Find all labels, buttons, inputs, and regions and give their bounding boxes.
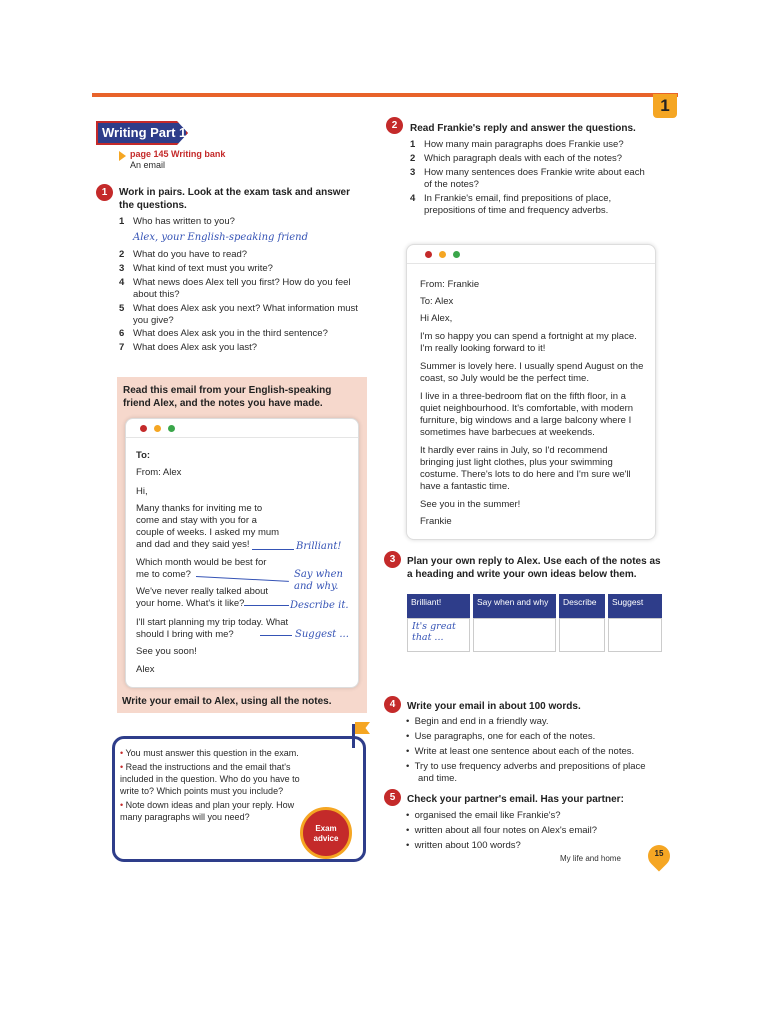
task-1-question: [119, 277, 364, 301]
exam-advice-points: [120, 747, 300, 823]
task-3-number: 3: [384, 551, 401, 568]
bullet-text: Write at least one sentence about each of the notes.: [414, 746, 635, 757]
plan-table-cell[interactable]: [473, 618, 556, 652]
plan-table: [404, 594, 665, 652]
task-5-bullets: [406, 810, 656, 852]
reference-arrow-icon: [119, 151, 126, 161]
advice-point: • You must answer this question in the exam.: [120, 748, 299, 758]
plan-table-wrap: [404, 594, 665, 652]
bullet-text: written about all four notes on Alex's email?: [414, 825, 598, 836]
plan-table-cell[interactable]: [407, 618, 470, 652]
note-connector-line: [244, 605, 289, 606]
task-5-heading: Check your partner's email. Has your partner:: [407, 794, 624, 805]
exam-advice-badge-label: Exam advice: [313, 824, 339, 843]
alex-email-greeting: Hi,: [136, 486, 148, 497]
plan-table-header: Say when and why: [473, 594, 556, 618]
task-4-bullets: [406, 716, 656, 785]
exam-advice-badge: [300, 807, 352, 859]
alex-email-closing: See you soon!: [136, 646, 197, 657]
question-number: 2: [119, 249, 125, 260]
advice-point: • Note down ideas and plan your reply. How many paragraphs will you need?: [120, 800, 295, 822]
question-number: 1: [410, 139, 416, 150]
advice-point: • Read the instructions and the email that's included in the question. Who do you have to write to? Which points must you include?: [120, 762, 300, 796]
question-number: 5: [119, 303, 125, 314]
question-number: 6: [119, 328, 125, 339]
plan-table-cell[interactable]: [559, 618, 605, 652]
task-1-question: [119, 263, 364, 275]
task-1-question: [119, 303, 364, 327]
bullet-text: Try to use frequency adverbs and prepositions of place and time.: [414, 761, 646, 784]
question-text: What news does Alex tell you first? How do you feel about this?: [133, 277, 351, 300]
plan-table-header: Suggest: [608, 594, 662, 618]
frankie-email-to: To: Alex: [420, 296, 454, 307]
frankie-email-from: From: Frankie: [420, 279, 480, 290]
plan-table-cell[interactable]: [608, 618, 662, 652]
task-4-number: 4: [384, 696, 401, 713]
handwritten-answer: Alex, your English-speaking friend: [133, 232, 309, 243]
frankie-email-greeting: Hi Alex,: [420, 313, 453, 324]
frankie-email-paragraph: Summer is lovely here. I usually spend August on the coast, so July would be the perfect time.: [420, 361, 644, 384]
footer-text-part: Write your email to Alex, using: [122, 696, 271, 707]
question-number: 3: [119, 263, 125, 274]
question-number: 4: [410, 193, 416, 204]
bullet-text: organised the email like Frankie's?: [414, 810, 561, 821]
footer-text-part: the notes.: [281, 696, 332, 707]
task-4-heading: Write your email in about 100 words.: [407, 701, 581, 712]
advice-point-text: You must answer this question in the exam.: [125, 748, 299, 758]
question-number: 2: [410, 153, 416, 164]
reference-page: page 145 Writing bank: [130, 149, 226, 159]
email-window-bar: [126, 419, 358, 438]
task-3-heading: Plan your own reply to Alex. Use each of the notes as a heading and write your own ideas below them.: [407, 556, 661, 580]
alex-email-from: From: Alex: [136, 467, 182, 478]
bullet-item: • organised the email like Frankie's?: [406, 810, 561, 821]
exam-task-footer: [122, 695, 362, 708]
question-number: 3: [410, 167, 416, 178]
window-close-dot-icon: [425, 251, 432, 258]
window-maximize-dot-icon: [168, 425, 175, 432]
note-connector-line: [260, 635, 292, 636]
footer-section-title: My life and home: [560, 854, 621, 863]
task-1-question: [119, 328, 364, 340]
reference-sub: An email: [130, 160, 166, 170]
task-2-number: 2: [386, 117, 403, 134]
advice-point-text: Read the instructions and the email that's included in the question. Who do you have to write to? Which points must you include?: [120, 762, 300, 796]
bullet-item: • written about all four notes on Alex's email?: [406, 825, 598, 836]
page-number: 15: [654, 849, 664, 858]
bullet-item: • Begin and end in a friendly way.: [406, 716, 549, 727]
footer-text-bold: all: [270, 696, 282, 707]
question-text: How many sentences does Frankie write about each of the notes?: [424, 167, 645, 190]
question-text: In Frankie's email, find prepositions of place, prepositions of time and frequency adverbs.: [424, 193, 612, 216]
header-rule: [92, 93, 678, 97]
task-5-number: 5: [384, 789, 401, 806]
question-text: What does Alex ask you in the third sentence?: [133, 328, 328, 339]
question-text: What does Alex ask you last?: [133, 342, 258, 353]
question-number: 4: [119, 277, 125, 288]
task-1-question: [119, 216, 364, 228]
question-text: Which paragraph deals with each of the notes?: [424, 153, 623, 164]
question-text: How many main paragraphs does Frankie use?: [424, 139, 624, 150]
alex-email-paragraph: Which month would be best for me to come?: [136, 557, 267, 580]
advice-point-text: Note down ideas and plan your reply. How many paragraphs will you need?: [120, 800, 295, 822]
flag-icon: [355, 722, 370, 734]
window-minimize-dot-icon: [154, 425, 161, 432]
task-2-question: [410, 153, 660, 165]
handwritten-note: Describe it.: [290, 600, 349, 611]
task-1-question: [119, 249, 364, 261]
question-number: 7: [119, 342, 125, 353]
plan-table-header: Brilliant!: [407, 594, 470, 618]
task-2-heading: Read Frankie's reply and answer the questions.: [410, 123, 636, 134]
task-2-question: [410, 193, 660, 217]
question-text: What does Alex ask you next? What information must you give?: [133, 303, 358, 326]
alex-email-paragraph: I'll start planning my trip today. What should I bring with me?: [136, 617, 289, 640]
task-1-question: [119, 342, 364, 354]
alex-email-to: To:: [136, 450, 151, 461]
flag-pole-icon: [352, 724, 355, 748]
question-number: 1: [119, 216, 125, 227]
bullet-item: • written about 100 words?: [406, 840, 521, 851]
window-minimize-dot-icon: [439, 251, 446, 258]
task-1-number: 1: [96, 184, 113, 201]
frankie-email-signature: Frankie: [420, 516, 452, 527]
section-banner-label: Writing Part 1: [102, 125, 187, 140]
unit-number-tab: 1: [653, 94, 677, 118]
frankie-email-closing: See you in the summer!: [420, 499, 521, 510]
window-close-dot-icon: [140, 425, 147, 432]
question-text: What do you have to read?: [133, 249, 248, 260]
task-2-question: [410, 139, 660, 151]
alex-email-paragraph: Many thanks for inviting me to come and stay with you for a couple of weeks. I asked my mum and dad and they said yes!: [136, 503, 280, 550]
plan-table-header: Describe: [559, 594, 605, 618]
note-connector-line: [252, 549, 294, 550]
window-maximize-dot-icon: [453, 251, 460, 258]
bullet-item: • Use paragraphs, one for each of the notes.: [406, 731, 596, 742]
frankie-email-paragraph: It hardly ever rains in July, so I'd recommend bringing just light clothes, plus your swimming costume. There's lots to do here and I'm sure we'll have a fantastic time.: [420, 445, 631, 492]
handwritten-note: Brilliant!: [296, 541, 342, 552]
email-window-bar: [407, 245, 655, 264]
frankie-email-paragraph: I'm so happy you can spend a fortnight at my place. I'm really looking forward to it!: [420, 331, 637, 354]
bullet-item: • Write at least one sentence about each of the notes.: [406, 746, 635, 757]
handwritten-note: Say when and why.: [294, 569, 343, 592]
frankie-email-paragraph: I live in a three-bedroom flat on the fifth floor, in a quiet neighbourhood. It's comfortable, with modern furniture, big windows and a large balcony where I sometimes have barbecues at weekends.: [420, 391, 634, 438]
bullet-text: written about 100 words?: [414, 840, 521, 851]
task-1-heading: Work in pairs. Look at the exam task and answer the questions.: [119, 187, 351, 211]
question-text: Who has written to you?: [133, 216, 235, 227]
bullet-text: Begin and end in a friendly way.: [414, 716, 549, 727]
exam-task-intro: Read this email from your English-speaking friend Alex, and the notes you have made.: [123, 385, 332, 409]
alex-email-paragraph: We've never really talked about your home. What's it like?: [136, 586, 269, 609]
handwritten-note: Suggest ...: [295, 629, 349, 640]
bullet-text: Use paragraphs, one for each of the notes.: [414, 731, 596, 742]
alex-email-signature: Alex: [136, 664, 155, 675]
task-2-question: [410, 167, 660, 191]
bullet-item: • Try to use frequency adverbs and prepositions of place and time.: [406, 761, 646, 784]
handwritten-cell-text: It's great that ...: [412, 621, 456, 643]
question-text: What kind of text must you write?: [133, 263, 273, 274]
